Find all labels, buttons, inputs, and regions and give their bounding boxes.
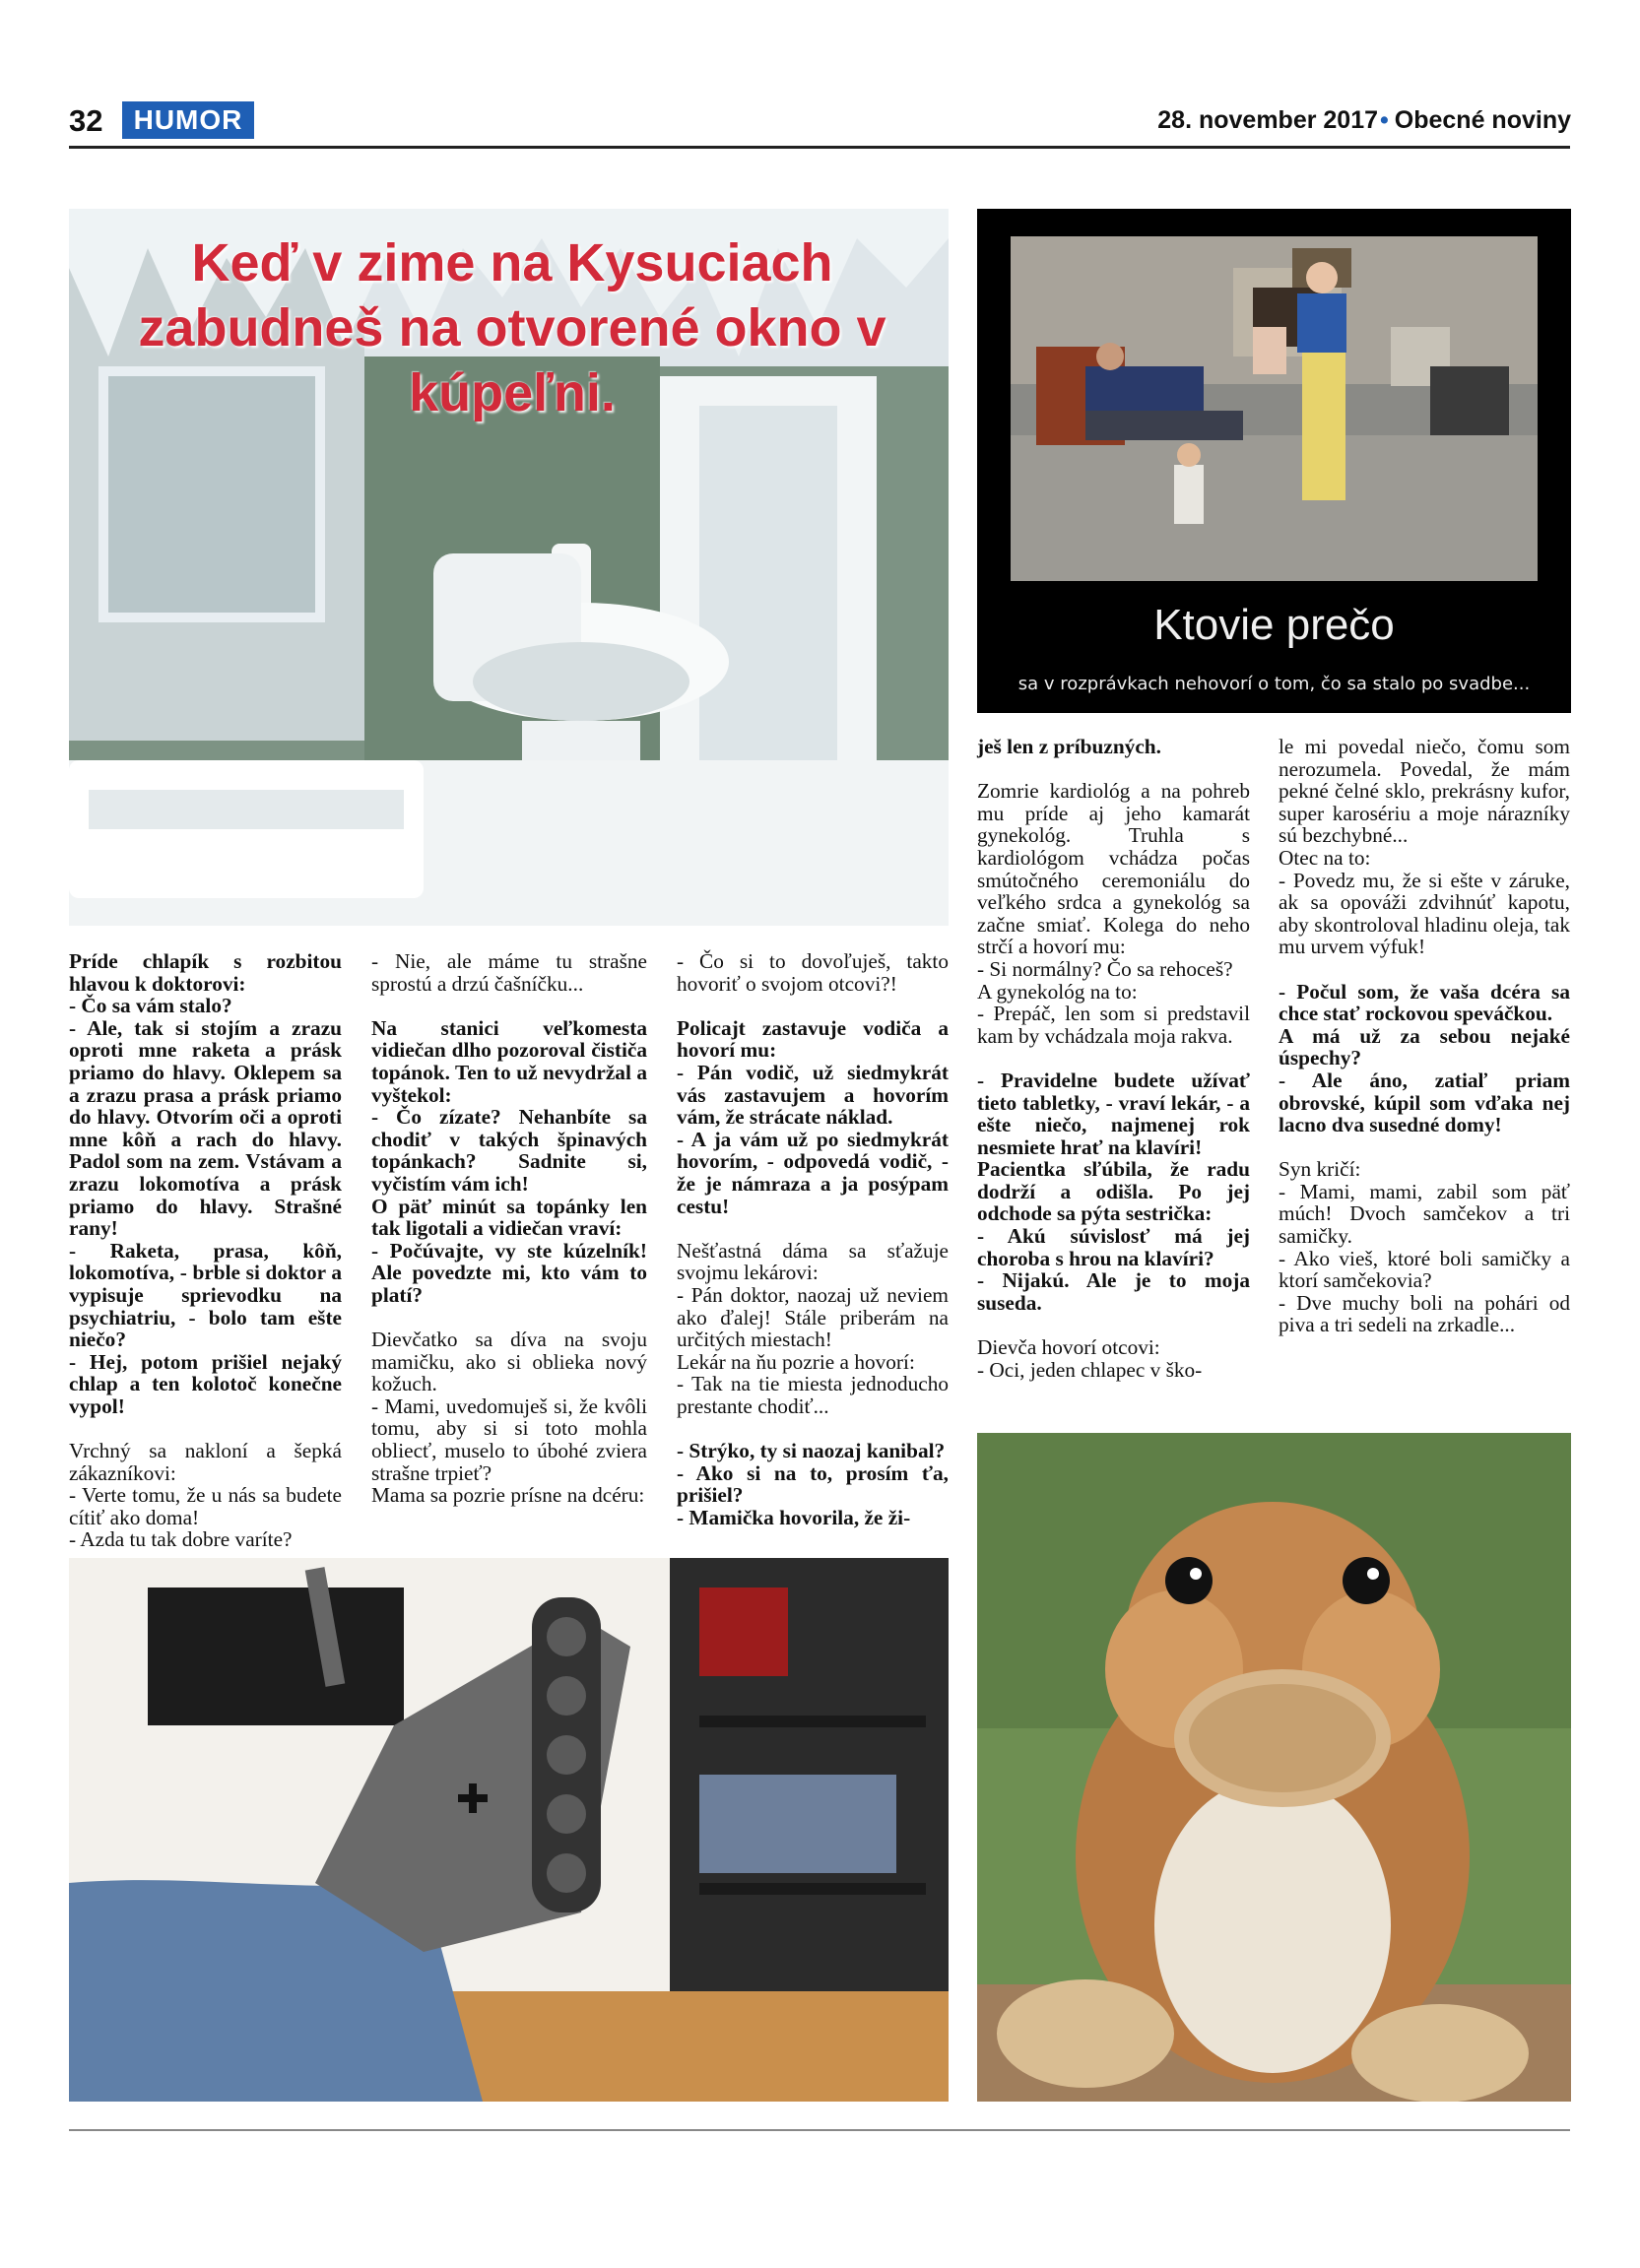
paragraph-spacer bbox=[69, 1417, 342, 1440]
joke-column-1 bbox=[69, 950, 342, 1551]
paragraph-spacer bbox=[977, 758, 1250, 781]
joke-paragraph: Príde chlapík s rozbitou hlavou k doktorovi: bbox=[69, 949, 342, 996]
joke-paragraph: - Čo zízate? Nehanbíte sa chodiť v takých špinavých topánkach? Sadnite si, vyčistím vám ich! bbox=[371, 1105, 647, 1196]
paragraph-spacer bbox=[977, 1047, 1250, 1069]
chipmunk-illustration bbox=[977, 1433, 1571, 2102]
joke-paragraph: - Počul som, že vaša dcéra sa chce stať rockovou speváčkou. bbox=[1279, 979, 1570, 1026]
joke-paragraph: - Pán doktor, naozaj už neviem ako ďalej! Stále priberám na určitých miestach! bbox=[677, 1282, 949, 1352]
joke-paragraph: Mama sa pozrie prísne na dcéru: bbox=[371, 1483, 645, 1508]
joke-paragraph: Zomrie kardiológ a na pohreb mu príde aj jeho kamarát gynekológ. Truhla s kardiológom vchádza počas smútočného ceremoniálu do veľkého srdca a gynekológ sa začne smiať. Kolega do neho strčí a hovorí mu: bbox=[977, 779, 1250, 959]
joke-paragraph: Lekár na ňu pozrie a hovorí: bbox=[677, 1349, 915, 1374]
paragraph-spacer bbox=[371, 1307, 647, 1329]
joke-paragraph: - Mami, uvedomuješ si, že kvôli tomu, aby si si toto mohla obliecť, muselo to úbohé zviera strašne trpieť? bbox=[371, 1393, 647, 1485]
joke-column-5 bbox=[1279, 736, 1570, 1336]
joke-paragraph: - Nie, ale máme tu strašne sprostú a drzú čašníčku... bbox=[371, 949, 647, 996]
joke-paragraph: O päť minút sa topánky len tak ligotali a vidiečan vraví: bbox=[371, 1194, 647, 1241]
paragraph-spacer bbox=[677, 1417, 949, 1440]
joke-paragraph: - Hej, potom prišiel nejaký chlap a ten kolotoč konečne vypol! bbox=[69, 1349, 342, 1418]
joke-paragraph: - Oci, jeden chlapec v ško- bbox=[977, 1357, 1203, 1382]
publication-name: Obecné noviny bbox=[1394, 106, 1571, 134]
joke-paragraph: Dievčatko sa díva na svoju mamičku, ako si oblieka nový kožuch. bbox=[371, 1328, 647, 1396]
chipmunk-photo bbox=[977, 1433, 1571, 2102]
paragraph-spacer bbox=[977, 1314, 1250, 1336]
tank-slipper-illustration bbox=[69, 1558, 949, 2102]
issue-date: 28. november 2017 bbox=[1157, 106, 1379, 134]
tank-slipper-photo bbox=[69, 1558, 949, 2102]
paragraph-spacer bbox=[371, 995, 647, 1017]
paragraph-spacer bbox=[1279, 958, 1570, 981]
joke-paragraph: Otec na to: bbox=[1279, 845, 1371, 870]
joke-paragraph: - Strýko, ty si naozaj kanibal? bbox=[677, 1439, 946, 1463]
joke-paragraph: - Mamička hovorila, že ži- bbox=[677, 1505, 911, 1529]
joke-column-2 bbox=[371, 950, 647, 1507]
joke-paragraph: A má už za sebou nejaké úspechy? bbox=[1279, 1023, 1570, 1070]
joke-paragraph: - Verte tomu, že u nás sa budete cítiť ako doma! bbox=[69, 1483, 342, 1529]
joke-paragraph: - Čo si to dovoľuješ, takto hovoriť o svojom otcovi?! bbox=[677, 949, 949, 996]
joke-paragraph: - Ako vieš, ktoré boli samičky a ktorí samčekovia? bbox=[1279, 1246, 1570, 1293]
joke-paragraph: ješ len z príbuzných. bbox=[977, 735, 1161, 758]
joke-paragraph: - Tak na tie miesta jednoducho prestante chodiť... bbox=[677, 1372, 949, 1418]
joke-paragraph: Policajt zastavuje vodiča a hovorí mu: bbox=[677, 1015, 949, 1063]
demotivator-title: Ktovie prečo bbox=[1153, 601, 1395, 649]
joke-paragraph: - Povedz mu, že si ešte v záruke, ak sa opováži zdvihnúť kapotu, aby skontroloval hladinu oleja, tak mu urvem výfuk! bbox=[1279, 868, 1570, 959]
joke-paragraph: - Pravidelne budete užívať tieto tabletky, - vraví lekár, - a ešte niečo, najmenej rok nesmiete hrať na klavíri! bbox=[977, 1068, 1250, 1159]
joke-paragraph: Syn kričí: bbox=[1279, 1157, 1361, 1182]
footer-rule bbox=[69, 2129, 1570, 2131]
joke-paragraph: Pacientka sľúbila, že radu dodrží a odišla. Po jej odchode sa pýta sestrička: bbox=[977, 1157, 1250, 1226]
joke-paragraph: - Počúvajte, vy ste kúzelník! Ale povedzte mi, kto vám to platí? bbox=[371, 1238, 647, 1307]
section-badge: HUMOR bbox=[122, 101, 254, 139]
header-rule bbox=[69, 146, 1570, 149]
joke-paragraph: - Dve muchy boli na pohári od piva a tri sedeli na zrkadle... bbox=[1279, 1290, 1570, 1337]
joke-paragraph: Dievča hovorí otcovi: bbox=[977, 1335, 1160, 1360]
bullet-dot-icon: • bbox=[1380, 106, 1389, 134]
joke-paragraph: Na stanici veľkomesta vidiečan dlho pozoroval čističa topánok. Ten to už nevydržal a vyštekol: bbox=[371, 1015, 647, 1107]
joke-paragraph: - Ale áno, zatiaľ priam obrovské, kúpil som vďaka nej lacno dva susedné domy! bbox=[1279, 1068, 1570, 1137]
paragraph-spacer bbox=[677, 995, 949, 1017]
joke-paragraph: - Pán vodič, už siedmykrát vás zastavujem a hovorím vám, že strácate náklad. bbox=[677, 1060, 949, 1130]
masthead-info bbox=[1157, 106, 1571, 135]
joke-paragraph: - Prepáč, len som si predstavil kam by vchádzala moja rakva. bbox=[977, 1002, 1250, 1048]
joke-paragraph: - Ako si na to, prosím ťa, prišiel? bbox=[677, 1460, 949, 1508]
joke-column-4 bbox=[977, 736, 1250, 1381]
paragraph-spacer bbox=[677, 1217, 949, 1240]
joke-paragraph: - Raketa, prasa, kôň, lokomotíva, - brble si doktor a vypisuje sprievodku na psychiatriu, - bolo tam ešte niečo? bbox=[69, 1238, 342, 1352]
bathroom-caption: Keď v zime na Kysuciach zabudneš na otvorené okno v kúpeľni. bbox=[138, 233, 886, 422]
joke-paragraph: le mi povedal niečo, čomu som nerozumela. Povedal, že mám pekné čelné sklo, prekrásny kufor, super karosériu a moje nárazníky sú bezchybné... bbox=[1279, 735, 1570, 848]
joke-paragraph: - Mami, mami, zabil som päť múch! Dvoch samčekov a tri samičky. bbox=[1279, 1179, 1570, 1249]
joke-paragraph: Nešťastná dáma sa sťažuje svojmu lekárovi: bbox=[677, 1238, 949, 1285]
demotivator-subtitle: sa v rozprávkach nehovorí o tom, čo sa stalo po svadbe... bbox=[1017, 674, 1531, 694]
frozen-bathroom-photo bbox=[69, 209, 949, 926]
joke-paragraph: - Čo sa vám stalo? bbox=[69, 994, 232, 1018]
joke-paragraph: A gynekológ na to: bbox=[977, 979, 1138, 1004]
joke-paragraph: - Akú súvislosť má jej choroba s hrou na klavíri? bbox=[977, 1224, 1250, 1270]
joke-paragraph: - Nijakú. Ale je to moja suseda. bbox=[977, 1268, 1250, 1315]
joke-paragraph: - Azda tu tak dobre varíte? bbox=[69, 1527, 293, 1552]
demotivator-poster bbox=[977, 209, 1571, 713]
joke-paragraph: - Si normálny? Čo sa rehoceš? bbox=[977, 956, 1233, 981]
joke-paragraph: - A ja vám už po siedmykrát hovorím, - odpovedá vodič, - že je námraza a ja posýpam cestu! bbox=[677, 1127, 949, 1218]
joke-column-3 bbox=[677, 950, 949, 1528]
paragraph-spacer bbox=[1279, 1136, 1570, 1159]
joke-paragraph: Vrchný sa nakloní a šepká zákazníkovi: bbox=[69, 1439, 342, 1485]
joke-paragraph: - Ale, tak si stojím a zrazu oproti mne raketa a prásk priamo do hlavy. Oklepem sa a zrazu prasa a prásk priamo do hlavy. Otvorím oči a oproti mne kôň a rach do hlavy. Padol som na zem. Vstávam a zrazu lokomotíva a prásk priamo do hlavy. Strašné rany! bbox=[69, 1015, 342, 1241]
page-number: 32 bbox=[69, 103, 103, 138]
